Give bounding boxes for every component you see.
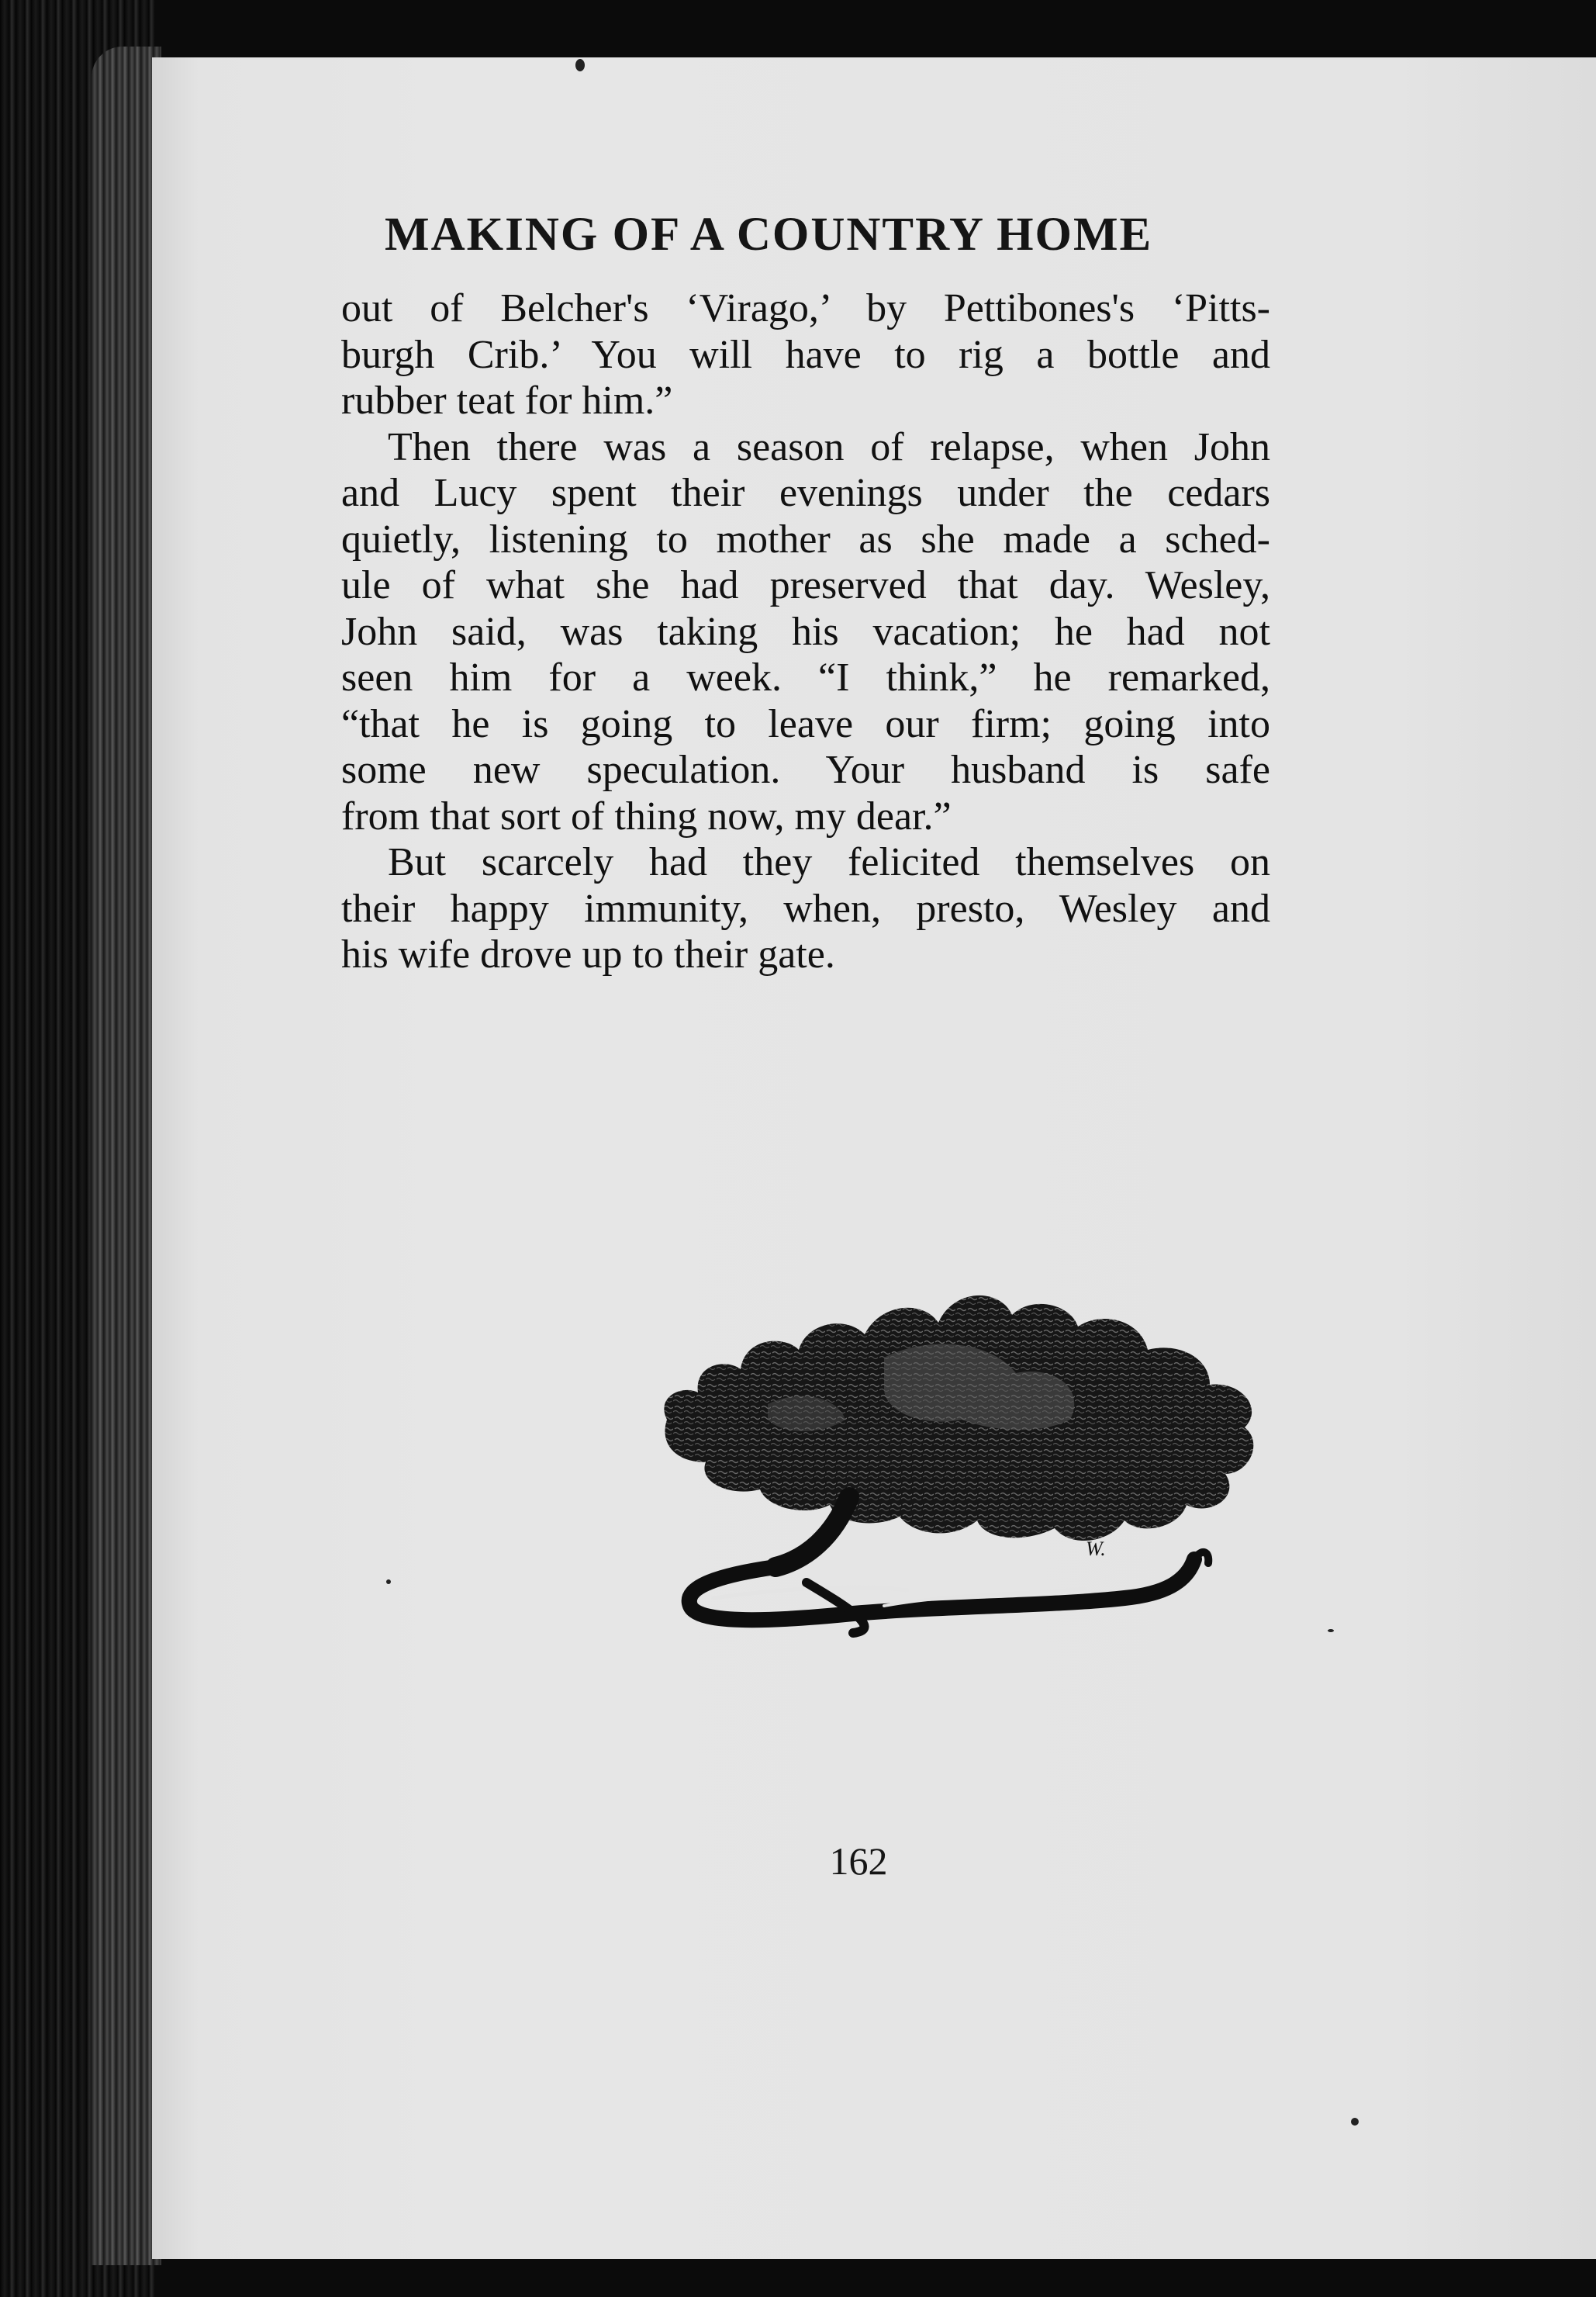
text-line: and Lucy spent their evenings under the cedars — [341, 471, 1270, 515]
page-edges — [92, 47, 161, 2265]
running-head: MAKING OF A COUNTRY HOME — [385, 209, 1153, 261]
text-line: their happy immunity, when, presto, Wesley and — [341, 886, 1270, 931]
tree-canopy — [664, 1296, 1253, 1541]
scan-speck — [386, 1579, 391, 1584]
text-line: burgh Crib.’ You will have to rig a bottle and — [341, 332, 1270, 377]
text-line: John said, was taking his vacation; he had not — [341, 609, 1270, 654]
text-line: “that he is going to leave our firm; going into — [341, 701, 1270, 746]
body-text — [341, 285, 1270, 978]
scan-speck — [1351, 2118, 1359, 2126]
scan-speck — [575, 59, 585, 71]
tree-icon — [651, 1241, 1264, 1645]
text-line: some new speculation. Your husband is safe — [341, 748, 1270, 792]
text-line: seen him for a week. “I think,” he remarked, — [341, 656, 1270, 700]
text-line: ule of what she had preserved that day. Wesley, — [341, 563, 1270, 607]
paragraph-start-line: But scarcely had they felicited themselves on — [388, 840, 1270, 884]
text-line: out of Belcher's ‘Virago,’ by Pettibones's ‘Pitts- — [341, 286, 1270, 330]
engraver-signature: W. — [1086, 1538, 1106, 1560]
text-line: quietly, listening to mother as she made a sched- — [341, 517, 1270, 562]
page-number-text: 162 — [829, 1839, 888, 1883]
paragraph-start-line: Then there was a season of relapse, when John — [388, 424, 1270, 469]
text-line: his wife drove up to their gate. — [341, 932, 835, 977]
text-line: rubber teat for him.” — [341, 379, 673, 423]
scan-speck — [1328, 1629, 1334, 1632]
page-number — [0, 1839, 1596, 1884]
text-line: from that sort of thing now, my dear.” — [341, 794, 952, 839]
